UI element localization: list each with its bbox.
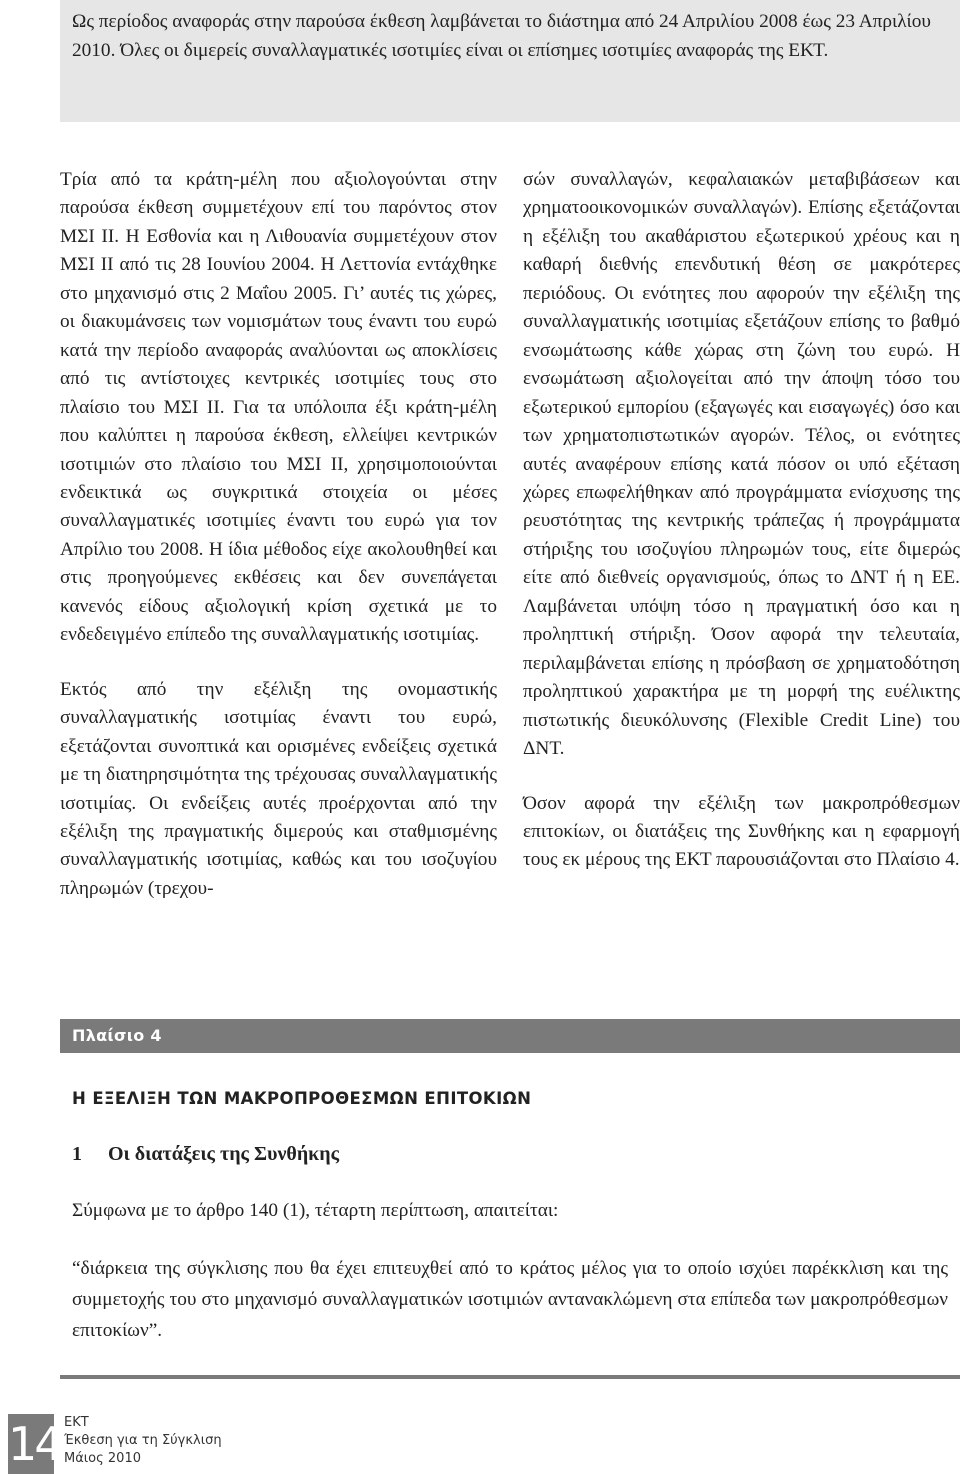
footer-publisher: ΕΚΤ <box>64 1415 89 1430</box>
section-heading <box>72 1143 339 1166</box>
paragraph: Εκτός από την εξέλιξη της ονομαστικής συναλλαγματικής ισοτιμίας έναντι του ευρώ, εξετάζονται συνοπτικά και ορισμένες ενδείξεις σχετικά με τη διατηρησιμότητα της τρέχουσας συναλλαγματικής ισοτιμίας. Οι ενδείξεις αυτές προέρχονται από την εξέλιξη της πραγματικής διμερούς και σταθμισμένης συναλλαγματικής ισοτιμίας, καθώς και του ισοζυγίου πληρωμών (τρεχου- <box>60 678 497 899</box>
reference-period-text: Ως περίοδος αναφοράς στην παρούσα έκθεση λαμβάνεται το διάστημα από 24 Απριλίου 2008 έως 23 Απριλίου 2010. Όλες οι διμερείς συναλλαγματικές ισοτιμίες είναι οι επίσημες ισοτιμίες αναφοράς της ΕΚΤ. <box>72 11 931 61</box>
paragraph: σών συναλλαγών, κεφαλαιακών μεταβιβάσεων και χρηματοοικονομικών συναλλαγών). Επίσης εξετάζονται η εξέλιξη του ακαθάριστου εξωτερικού χρέους και η καθαρή διεθνής επενδυτική θέση σε μακρότερες περιόδους. Οι ενότητες που αφορούν την εξέλιξη της συναλλαγματικής ισοτιμίας εξετάζουν επίσης το βαθμό ενσωμάτωσης κάθε χώρας στη ζώνη του ευρώ. Η ενσωμάτωση αξιολογείται από την άποψη τόσο του εξωτερικού εμπορίου (εξαγωγές και εισαγωγές) όσο και των χρηματοπιστωτικών αγορών. Τέλος, οι ενότητες αυτές αναφέρουν επίσης κατά πόσον οι υπό εξέταση χώρες επωφελήθηκαν από προγράμματα ενίσχυσης της ρευστότητας της κεντρικής τράπεζας ή προγράμματα στήριξης του ισοζυγίου πληρωμών τους, είτε διμερώς είτε από διεθνείς οργανισμούς, όπως το ΔΝΤ ή η ΕΕ. Λαμβάνεται υπόψη τόσο η πραγματική όσο και η προληπτική στήριξη. Όσον αφορά την τελευταία, περιλαμβάνεται επίσης η πρόσβαση σε χρηματοδότηση προληπτικού χαρακτήρα με τη μορφή της ευέλικτης πιστωτικής διευκόλυνσης (Flexible Credit Line) του ΔΝΤ. <box>523 169 960 760</box>
paragraph: Όσον αφορά την εξέλιξη των μακροπρόθεσμων επιτοκίων, οι διατάξεις της Συνθήκης και η εφαρμογή τους εκ μέρους της ΕΚΤ παρουσιάζονται στο Πλαίσιο 4. <box>523 792 960 871</box>
box-header-band <box>60 1019 960 1053</box>
section-title: Οι διατάξεις της Συνθήκης <box>108 1143 340 1165</box>
footer-date: Μάιος 2010 <box>64 1451 141 1466</box>
box-intro-text: Σύμφωνα με το άρθρο 140 (1), τέταρτη περίπτωση, απαιτείται: <box>72 1200 559 1221</box>
footer-publication-info <box>64 1414 222 1468</box>
section-number: 1 <box>72 1143 82 1165</box>
treaty-quote: “διάρκεια της σύγκλισης που θα έχει επιτευχθεί από το κράτος μέλος για το οποίο ισχύει παρέκκλιση και της συμμετοχής του στο μηχανισμό συναλλαγματικών ισοτιμιών αντανακλώμενη στα επίπεδα των μακροπρόθεσμων επιτοκίων”. <box>72 1258 948 1341</box>
box-bottom-rule <box>60 1375 960 1379</box>
left-column <box>60 166 497 903</box>
page-number: 14 <box>8 1417 61 1471</box>
footer-report-title: Έκθεση για τη Σύγκλιση <box>64 1433 222 1448</box>
reference-period-note <box>60 0 960 122</box>
box-title: Η ΕΞΕΛΙΞΗ ΤΩΝ ΜΑΚΡΟΠΡΟΘΕΣΜΩΝ ΕΠΙΤΟΚΙΩΝ <box>72 1089 532 1108</box>
paragraph: Τρία από τα κράτη-μέλη που αξιολογούνται στην παρούσα έκθεση συμμετέχουν επί του παρόντος στον ΜΣΙ ΙΙ. Η Εσθονία και η Λιθουανία συμμετέχουν στον ΜΣΙ ΙΙ από τις 28 Ιουνίου 2004. Η Λεττονία εντάχθηκε στο μηχανισμό στις 2 Μαΐου 2005. Γι’ αυτές τις χώρες, οι διακυμάνσεις των νομισμάτων τους έναντι του ευρώ κατά την περίοδο αναφοράς αναλύονται ως αποκλίσεις από τις αντίστοιχες κεντρικές ισοτιμίες τους στο πλαίσιο του ΜΣΙ ΙΙ. Για τα υπόλοιπα έξι κράτη-μέλη που καλύπτει η παρούσα έκθεση, ελλείψει κεντρικών ισοτιμιών στο πλαίσιο του ΜΣΙ ΙΙ, χρησιμοποιούνται ενδεικτικά ως συγκριτικά στοιχεία οι μέσες συναλλαγματικές ισοτιμίες έναντι του ευρώ για τον Απρίλιο του 2008. Η ίδια μέθοδος είχε ακολουθηθεί και στις προηγούμενες εκθέσεις και δεν συνεπάγεται κανενός είδους αξιολογική κρίση σχετικά με το ενδεδειγμένο επίπεδο της συναλλαγματικής ισοτιμίας. <box>60 169 497 646</box>
box-label: Πλαίσιο 4 <box>72 1026 162 1045</box>
right-column <box>523 166 960 875</box>
